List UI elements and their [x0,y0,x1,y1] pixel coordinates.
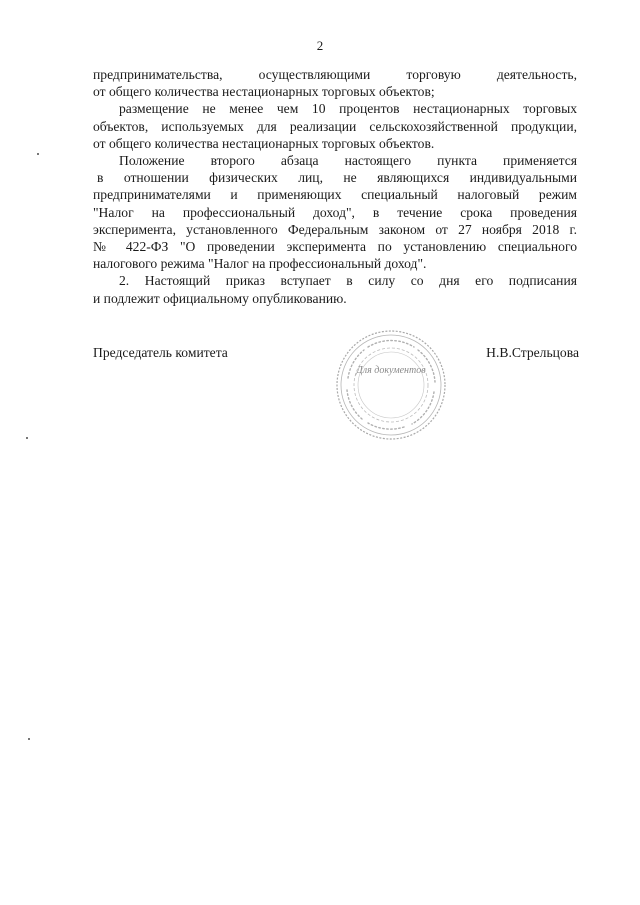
paragraph-1 [93,66,577,100]
paragraph-line: "Налог на профессиональный доход", в течение срока проведения [93,204,577,220]
signatory-name: Н.В.Стрельцова [486,345,579,360]
paragraph-line: размещение не менее чем 10 процентов нестационарных торговых [119,101,577,117]
margin-mark [26,437,28,439]
signatory-role: Председатель комитета [93,345,228,360]
paragraph-3 [93,152,577,272]
paragraph-line: Положение второго абзаца настоящего пункта применяется [119,153,577,169]
paragraph-line: от общего количества нестационарных торговых объектов; [93,84,435,100]
page-number: 2 [316,38,324,53]
paragraph-line: налогового режима "Налог на профессиональный доход". [93,256,427,272]
margin-mark [37,153,39,155]
paragraph-line: объектов, используемых для реализации сельскохозяйственной продукции, [93,118,577,134]
paragraph-line: предпринимательства, осуществляющими торговую деятельность, [93,67,577,82]
document-body [93,66,577,307]
paragraph-line: в отношении физических лиц, не являющихся индивидуальными [97,170,577,186]
paragraph-line: предпринимателями и применяющих специальный налоговый режим [93,187,577,203]
paragraph-line: 2. Настоящий приказ вступает в силу со дня его подписания [119,273,577,289]
paragraph-4 [93,272,577,306]
paragraph-2 [93,100,577,152]
seal-graphic [334,328,448,442]
paragraph-line: эксперимента, установленного Федеральным законом от 27 ноября 2018 г. [93,221,577,237]
seal-inner-text: Для документов [356,365,426,376]
margin-mark [28,738,30,740]
official-seal [334,328,448,442]
paragraph-line: от общего количества нестационарных торговых объектов. [93,135,435,151]
paragraph-line: № 422-ФЗ "О проведении эксперимента по установлению специального [93,239,577,255]
paragraph-line: и подлежит официальному опубликованию. [93,290,347,306]
